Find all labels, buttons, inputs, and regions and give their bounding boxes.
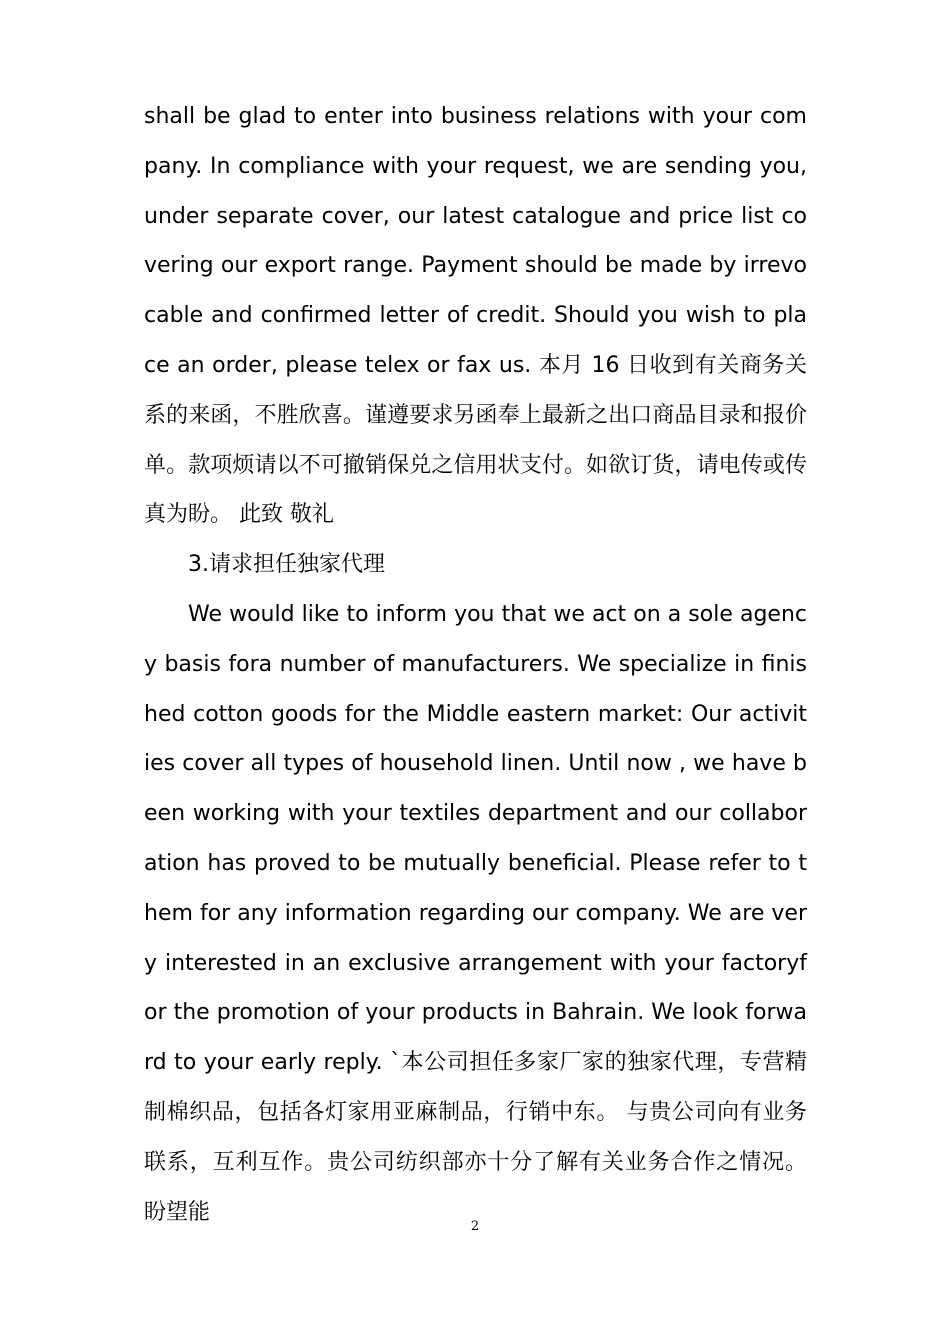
document-body [144,92,807,1237]
section-heading-sole-agency: 3.请求担任独家代理 [188,552,385,578]
paragraph-business-relations: shall be glad to enter into business relations with your company. In compliance with your request, we are sending you, under separate cover, our latest catalogue and price list covering our export range. Payment should be made by irrevocable and confirmed letter of credit. Should you wish to place an order, please telex or fax us. 本月 16 日收到有关商务关系的来函，不胜欣喜。谨遵要求另函奉上最新之出口商品目录和报价单。款项烦请以不可撤销保兑之信用状支付。如欲订货，请电传或传真为盼。 此致 敬礼 [144,104,807,528]
page-number: 2 [470,1219,480,1234]
paragraph-sole-agency: We would like to inform you that we act on a sole agency basis fora number of manufacturers. We specialize in finished cotton goods for the Middle eastern market: Our activities cover all types of household linen. Until now , we have been working with your textiles department and our collaboration has proved to be mutually beneficial. Please refer to them for any information regarding our company. We are very interested in an exclusive arrangement with your factoryfor the promotion of your products in Bahrain. We look forward to your early reply. `本公司担任多家厂家的独家代理，专营精制棉织品，包括各灯家用亚麻制品，行销中东。 与贵公司向有业务联系，互利互作。贵公司纺织部亦十分了解有关业务合作之情况。 盼望能 [144,601,807,1225]
